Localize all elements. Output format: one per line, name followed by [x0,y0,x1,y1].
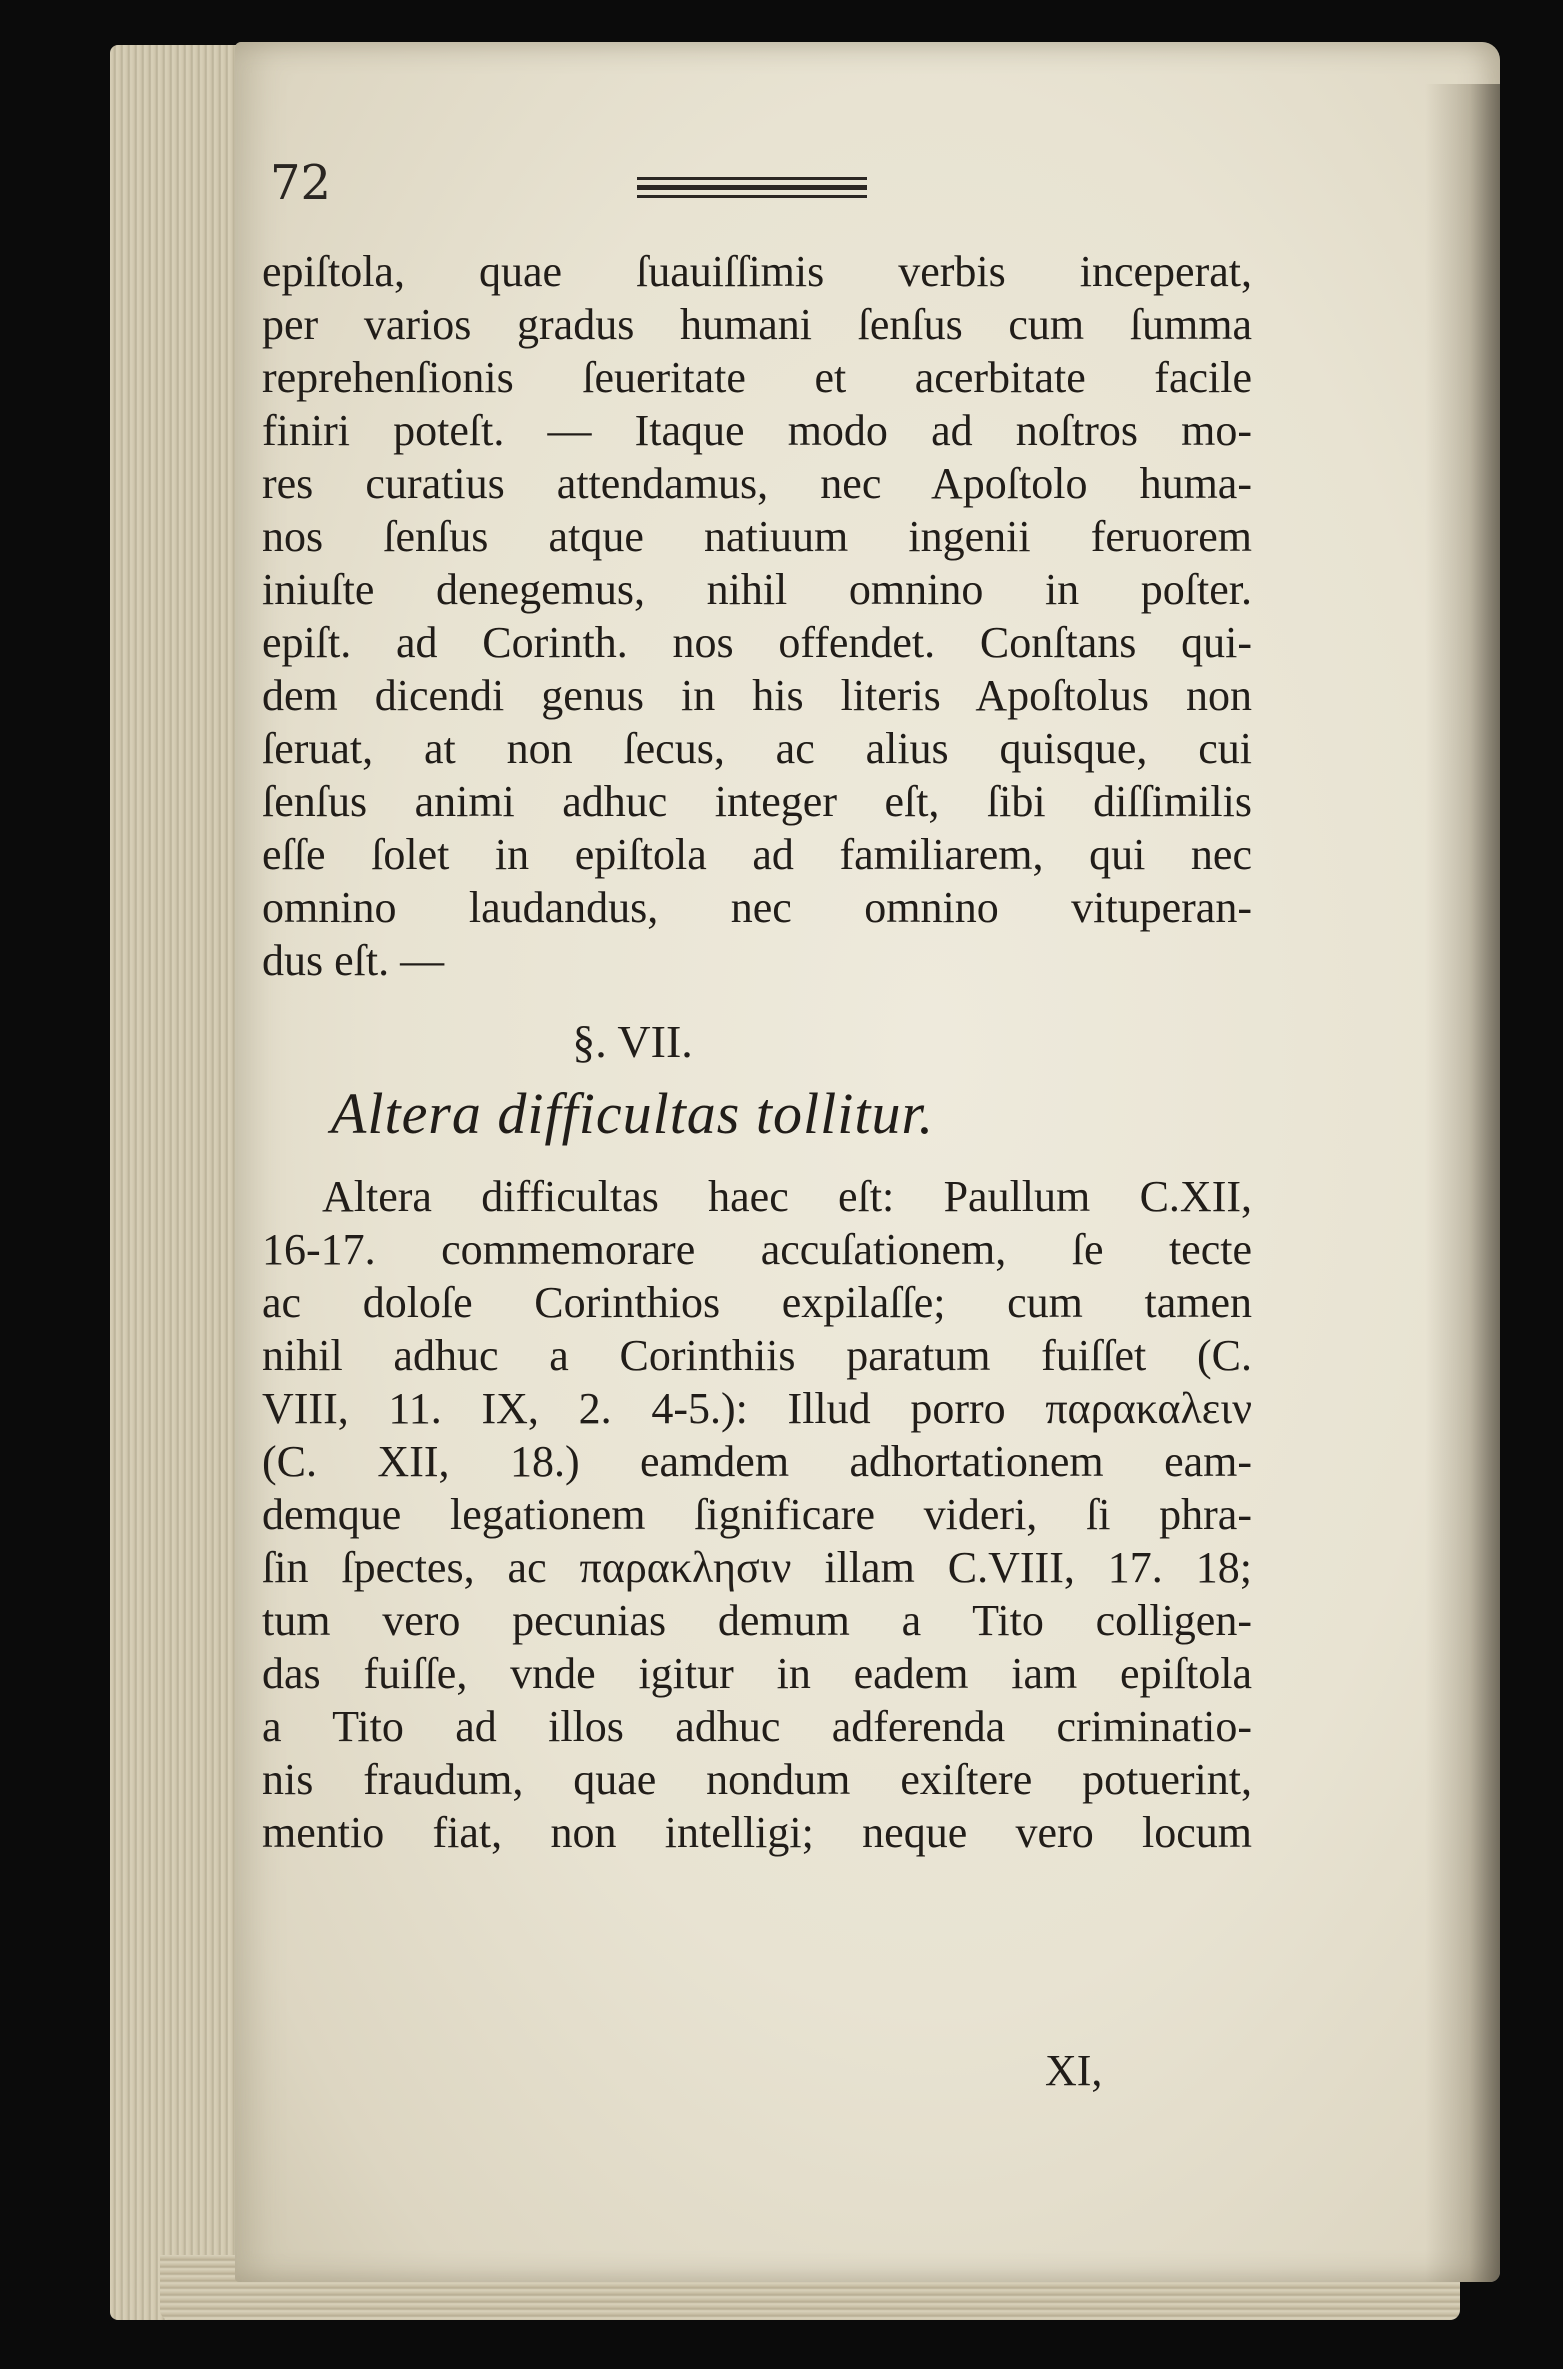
text-line: nihil adhuc a Corinthiis paratum fuiſſet (C. [262,1331,1252,1380]
header-rule [637,195,867,198]
text-line: finiri poteſt. — Itaque modo ad noſtros mo- [262,406,1252,455]
text-line: ac doloſe Corinthios expilaſſe; cum tamen [262,1278,1252,1327]
text-line: dus eſt. — [262,936,445,985]
text-line: demque legationem ſignificare videri, ſi phra- [262,1490,1252,1539]
text-line: nis fraudum, quae nondum exiſtere potuerint, [262,1755,1252,1804]
page-number: 72 [270,155,332,211]
text-line: VIII, 11. IX, 2. 4-5.): Illud porro παρακαλειν [262,1384,1252,1433]
text-line: (C. XII, 18.) eamdem adhortationem eam- [262,1437,1252,1486]
text-line: ſeruat, at non ſecus, ac alius quisque, cui [262,724,1252,773]
text-line: Altera difficultas haec eſt: Paullum C.XII, [322,1172,1252,1221]
text-line: omnino laudandus, nec omnino vituperan- [262,883,1252,932]
text-line: tum vero pecunias demum a Tito colligen- [262,1596,1252,1645]
text-line: mentio fiat, non intelligi; neque vero locum [262,1808,1252,1857]
text-line: nos ſenſus atque natiuum ingenii feruorem [262,512,1252,561]
text-line: per varios gradus humani ſenſus cum ſumma [262,300,1252,349]
section-title: Altera difficultas tollitur. [330,1081,935,1146]
text-line: 16-17. commemorare accuſationem, ſe tecte [262,1225,1252,1274]
text-line: eſſe ſolet in epiſtola ad familiarem, qui nec [262,830,1252,879]
text-line: ſenſus animi adhuc integer eſt, ſibi diſſimilis [262,777,1252,826]
paragraph-2 [262,1170,1252,1859]
paragraph-1 [262,245,1252,987]
text-line: a Tito ad illos adhuc adferenda criminatio- [262,1702,1252,1751]
header-rule [637,185,867,190]
section-number: §. VII. [572,1016,693,1067]
text-line: reprehenſionis ſeueritate et acerbitate facile [262,353,1252,402]
text-line: das fuiſſe, vnde igitur in eadem iam epiſtola [262,1649,1252,1698]
text-line: dem dicendi genus in his literis Apoſtolus non [262,671,1252,720]
text-line: epiſtola, quae ſuauiſſimis verbis inceperat, [262,247,1252,296]
gutter-shadow [1425,84,1500,2282]
text-line: res curatius attendamus, nec Apoſtolo huma- [262,459,1252,508]
text-line: iniuſte denegemus, nihil omnino in poſter. [262,565,1252,614]
header-rule [637,177,867,180]
text-line: epiſt. ad Corinth. nos offendet. Conſtans qui- [262,618,1252,667]
catchword: XI, [1045,2046,1103,2095]
text-line: ſin ſpectes, ac παρακλησιν illam C.VIII, 17. 18; [262,1543,1252,1592]
